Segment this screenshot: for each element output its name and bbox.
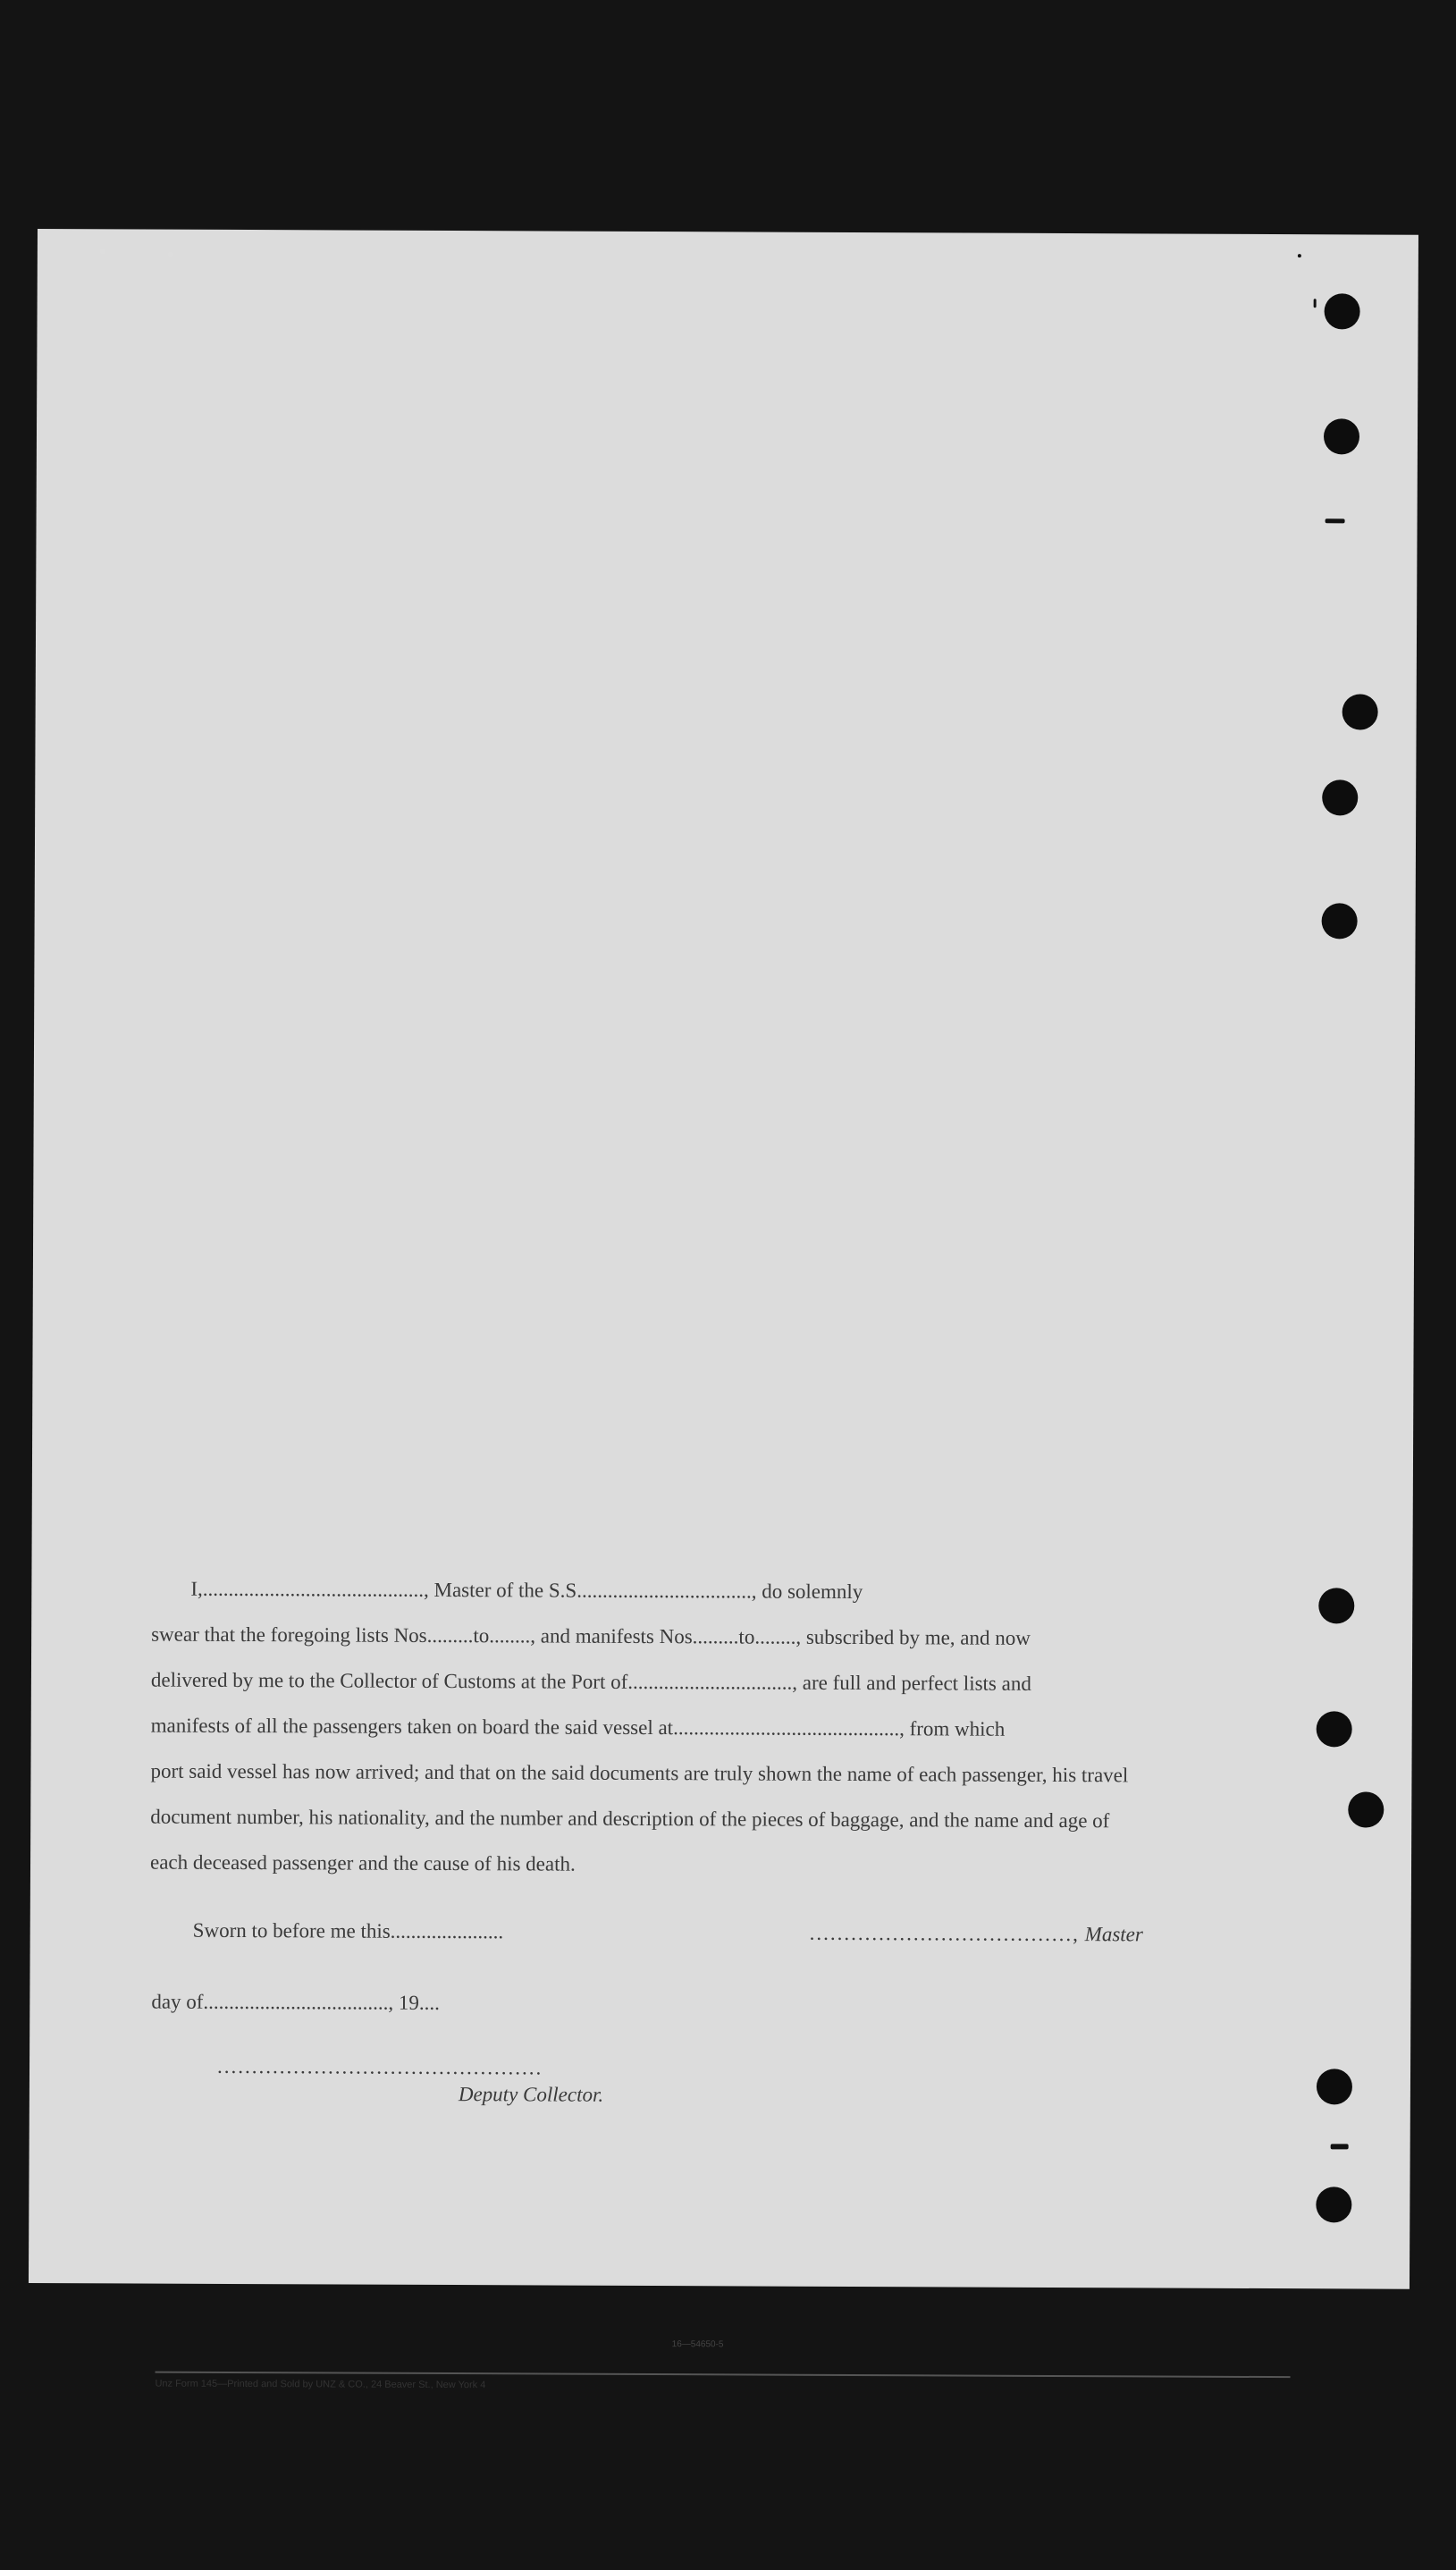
master-label: Master bbox=[1084, 1923, 1143, 1946]
deputy-signature-line bbox=[217, 2055, 543, 2080]
ink-mark bbox=[1298, 254, 1301, 257]
footer-divider bbox=[156, 2372, 1291, 2379]
ink-mark bbox=[168, 252, 173, 257]
oath-text: delivered by me to the Collector of Customs at the Port of................................, are full and perfect lists and bbox=[150, 1668, 1031, 1695]
oath-line bbox=[151, 1612, 1293, 1663]
ink-mark bbox=[100, 249, 105, 254]
oath-line bbox=[151, 1703, 1293, 1754]
sworn-text: Sworn to before me this...................... bbox=[192, 1918, 504, 1943]
punch-hole bbox=[1324, 418, 1359, 454]
oath-text: manifests of all the passengers taken on board the said vessel at............................................, from which bbox=[150, 1714, 1006, 1740]
punch-hole bbox=[1348, 1791, 1384, 1827]
ink-mark bbox=[1326, 518, 1345, 523]
oath-text: I,..........................................., Master of the S.S.................................., do solemnly bbox=[190, 1577, 863, 1604]
master-dots: ......................................, bbox=[809, 1921, 1080, 1946]
punch-hole bbox=[1325, 293, 1360, 329]
punch-hole bbox=[1322, 779, 1358, 815]
punch-hole bbox=[1318, 1588, 1354, 1623]
punch-hole bbox=[1322, 903, 1358, 939]
oath-line bbox=[150, 1794, 1292, 1845]
punch-hole bbox=[1342, 694, 1378, 729]
printer-footer: Unz Form 145—Printed and Sold by UNZ & CO., 24 Beaver St., New York 4 bbox=[155, 2378, 486, 2391]
oath-text: swear that the foregoing lists Nos.........to........, and manifests Nos.........to........, subscribed by me, and now bbox=[151, 1622, 1031, 1649]
oath-line bbox=[150, 1748, 1292, 1799]
punch-hole bbox=[1316, 2187, 1351, 2222]
oath-line bbox=[151, 1566, 1293, 1617]
ink-mark bbox=[1314, 299, 1317, 308]
oath-text: each deceased passenger and the cause of his death. bbox=[149, 1850, 576, 1875]
master-oath-paragraph bbox=[150, 1566, 1294, 1891]
oath-text: document number, his nationality, and the number and description of the pieces of baggage, and the name and age of bbox=[150, 1805, 1110, 1833]
oath-text: port said vessel has now arrived; and that on the said documents are truly shown the name of each passenger, his travel bbox=[150, 1759, 1129, 1787]
deputy-label: Deputy Collector. bbox=[458, 2083, 604, 2106]
deputy-dots: ............................................... bbox=[216, 2054, 543, 2079]
oath-line bbox=[150, 1840, 1292, 1891]
day-of-text: day of...................................., 19.... bbox=[151, 1990, 441, 2014]
punch-hole bbox=[1317, 1711, 1352, 1747]
sworn-before-line bbox=[193, 1919, 504, 1944]
day-of-line bbox=[151, 1991, 440, 2015]
oath-line bbox=[151, 1657, 1293, 1708]
master-signature-line bbox=[810, 1922, 1143, 1947]
manifest-back-page bbox=[29, 229, 1418, 2391]
deputy-collector-label bbox=[459, 2083, 603, 2107]
ink-mark bbox=[1331, 2144, 1349, 2149]
form-number: 16—54650-5 bbox=[671, 2339, 724, 2350]
punch-hole bbox=[1317, 2069, 1352, 2104]
